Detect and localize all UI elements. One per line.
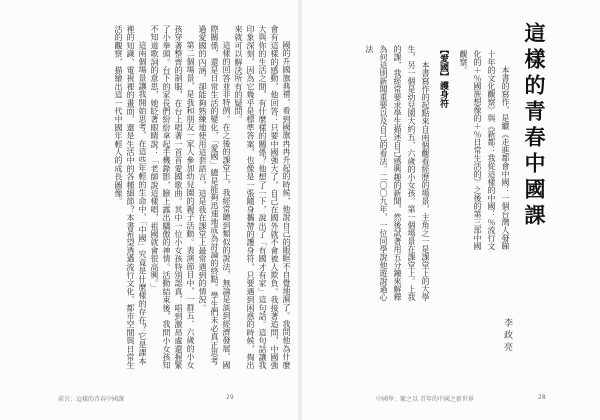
section-heading: 【愛國】護身符 — [438, 45, 448, 108]
left-paragraph: 這樣的回答並非特例。在之後的課堂上，我經常聽到類似的說法，無論是談到經濟發展、國際關係，還是日常生活的變化，「愛國」總是能夠迅速地成為討論的終點。學生們未必真正思考過愛國的內涵，卻能夠熟練地使用這套語言，這是我在課堂上最常遇到的情況。 — [198, 25, 231, 369]
chapter-title: 這樣的青春中國課 — [522, 22, 547, 230]
right-paragraph: 本書寫作的起點來自兩個觀看經歷的場景，主角之一是課堂上的大學生，另一個是幼兒園大約五、六歲的小女孩。第一個場景在課堂上。上我的課，我經常要求學生描述自己感興趣的新聞，然後試著用五分鐘來解釋為何這則新聞重要以及自己的看法。二〇〇九年，一位同學說他遊說過心法 — [365, 45, 430, 301]
left-page-body — [40, 25, 292, 373]
right-page-body — [336, 45, 450, 307]
author-name: 李政亮 — [502, 318, 512, 354]
intro-paragraph-block — [459, 50, 512, 255]
right-page-number: 28 — [538, 394, 546, 401]
left-page-number: 29 — [226, 394, 234, 401]
left-paragraph: 國的升國旗典禮，看到國旗冉冉升起的時候，他說自己的眼眶不自覺地濕了。我問他為什麼會有這樣的感動，他回答：只要中國強大了，自己在國外就不會被人欺負。我接著追問，中國強大與你的生活之間，有什麼樣的關係？他想了一下，說出了「有國才有家」這句話。這句話讓我印象深刻，因為它幾乎是標準答案，也像是一張隨身攜帶的護身符，只要遇到困惑的時候，掏出來就可以解決所有的疑問。 — [234, 25, 291, 370]
intro-paragraph: 本書的寫作，是繼《走進都會中國：一個台灣人發睇十年的文化觀察》與《新都：我從這樣的中國：％流行文化的＋％國族想像的＋％日常生活的》之後的第三部中國觀察。 — [459, 50, 510, 250]
left-running-title: 前言：這樣的青春中國課 — [58, 396, 125, 403]
left-paragraph: 這兩個場景讓我開始思考，在這些年輕的生命中，「中國」究竟是什麼樣的存在？它是課本裡的知識、電視裡的畫面，還是生活中的各種細節？本書希望透過流行文化、都市空間與日常生活的觀察，描繪出這一代中國年輕人的成長圖像。 — [114, 25, 147, 370]
book-gutter — [298, 0, 302, 420]
right-running-title: 中國學：繁之以 青年的中國之新世界 — [376, 396, 474, 403]
left-paragraph: 第二個場景，是我和朋友一家人參加幼兒園的親子活動。表演節目中，一群五、六歲的小女孩穿著整齊的制服，在台上唱著一首首愛國歌曲。其中一位小女孩特別認真，唱到激昂處還握緊了小拳頭。台下的家長們紛紛拿起手機錄影，臉上露出驕傲的神情。活動結束後，我問小女孩知不知道歌詞的意思，她眨著眼睛說：「老師說這樣唱，祖國就會很高興。」 — [150, 25, 195, 370]
